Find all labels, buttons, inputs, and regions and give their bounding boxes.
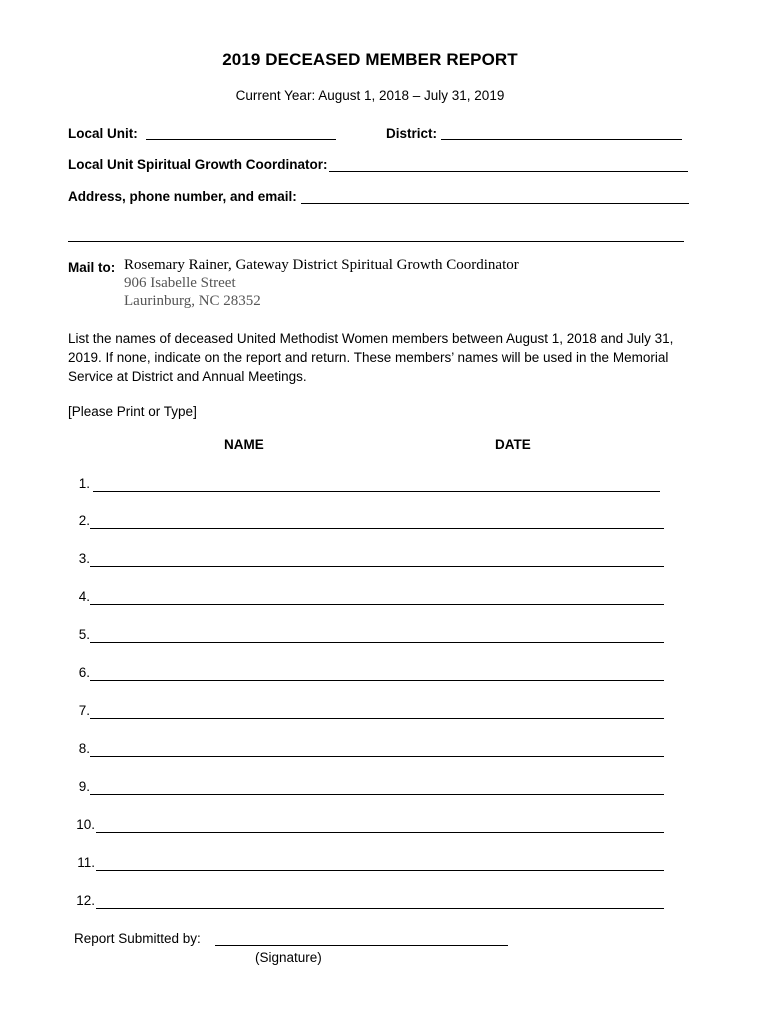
row-number: 4. xyxy=(78,589,90,604)
entry-line[interactable] xyxy=(90,566,664,567)
reporting-period: Current Year: August 1, 2018 – July 31, 2019 xyxy=(235,88,505,103)
entry-row xyxy=(70,893,670,913)
address-label: Address, phone number, and email: xyxy=(68,189,297,204)
row-number: 6. xyxy=(78,665,90,680)
mail-city: Laurinburg, NC 28352 xyxy=(124,293,261,309)
coordinator-field[interactable] xyxy=(329,171,688,172)
page-title: 2019 DECEASED MEMBER REPORT xyxy=(222,50,518,69)
entry-line[interactable] xyxy=(90,528,664,529)
local-unit-field[interactable] xyxy=(146,139,336,140)
entry-line[interactable] xyxy=(90,756,664,757)
row-number: 3. xyxy=(78,551,90,566)
name-column-header: NAME xyxy=(224,437,264,452)
row-number: 8. xyxy=(78,741,90,756)
district-field[interactable] xyxy=(441,139,682,140)
address-field-continuation[interactable] xyxy=(68,241,684,242)
signature-field[interactable] xyxy=(215,945,508,946)
coordinator-label: Local Unit Spiritual Growth Coordinator: xyxy=(68,157,328,172)
row-number: 9. xyxy=(78,779,90,794)
entry-line[interactable] xyxy=(96,908,664,909)
entry-line[interactable] xyxy=(90,718,664,719)
mail-recipient: Rosemary Rainer, Gateway District Spiritual Growth Coordinator xyxy=(124,257,519,273)
entry-row xyxy=(70,665,670,685)
entry-line[interactable] xyxy=(90,680,664,681)
mail-street: 906 Isabelle Street xyxy=(124,275,236,291)
entry-row xyxy=(70,589,670,609)
entry-row xyxy=(70,703,670,723)
print-note: [Please Print or Type] xyxy=(68,404,197,419)
entry-row xyxy=(70,551,670,571)
mail-to-label: Mail to: xyxy=(68,260,116,275)
district-label: District: xyxy=(386,126,438,141)
submitted-by-label: Report Submitted by: xyxy=(74,931,201,946)
date-column-header: DATE xyxy=(495,437,531,452)
entry-row xyxy=(70,855,670,875)
row-number: 7. xyxy=(78,703,90,718)
row-number: 1. xyxy=(78,476,90,491)
instructions-text: List the names of deceased United Methodist Women members between August 1, 2018 and July 31, 2019. If none, indicate on the report and return. These members’ names will be used in the Memorial Service at District and Annual Meetings. xyxy=(68,331,674,384)
entry-line[interactable] xyxy=(90,794,664,795)
entry-row xyxy=(70,627,670,647)
entry-row xyxy=(70,817,670,837)
entry-line[interactable] xyxy=(90,642,664,643)
row-number: 12. xyxy=(76,893,95,908)
entry-line[interactable] xyxy=(96,832,664,833)
entry-line[interactable] xyxy=(96,870,664,871)
entry-row xyxy=(70,476,670,496)
row-number: 5. xyxy=(78,627,90,642)
address-field[interactable] xyxy=(301,203,689,204)
row-number: 10. xyxy=(76,817,95,832)
entry-row xyxy=(70,741,670,761)
entry-line[interactable] xyxy=(93,491,660,492)
row-number: 11. xyxy=(77,855,95,870)
entry-row xyxy=(70,779,670,799)
local-unit-label: Local Unit: xyxy=(68,126,138,141)
signature-caption: (Signature) xyxy=(255,950,322,965)
entry-line[interactable] xyxy=(90,604,664,605)
entry-row xyxy=(70,513,670,533)
row-number: 2. xyxy=(78,513,90,528)
